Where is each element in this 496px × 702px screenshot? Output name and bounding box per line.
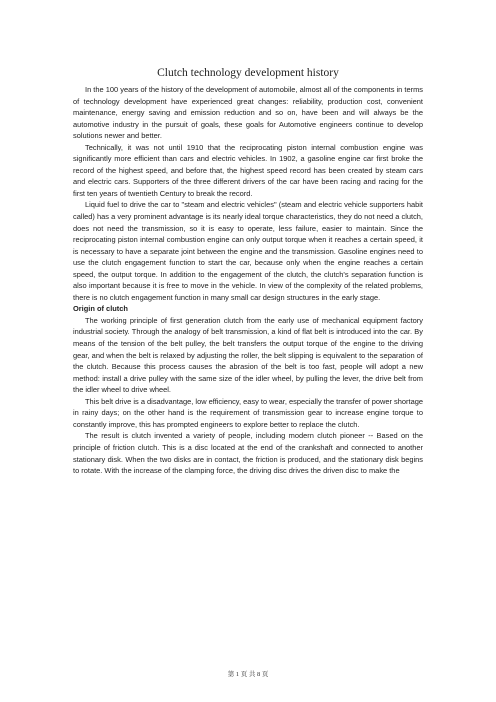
- document-title: Clutch technology development history: [157, 67, 339, 79]
- paragraph-6: The result is clutch invented a variety of people, including modern clutch pioneer -- Based on the principle of friction clutch. This is a disc located at the end of the crankshaft and connected to another stationary disk. When the two disks are in contact, the friction is produced, and the stationary disk begins to rotate. With the increase of the clamping force, the driving disc drives the driven disc to make the: [73, 431, 423, 476]
- document-body: [73, 84, 423, 477]
- paragraph-1: In the 100 years of the history of the development of automobile, almost all of the components in terms of technology development have experienced great changes: reliability, production cost, convenient maintenance, energy saving and emission reduction and so on, have been and will always be the automotive industry in the pursuit of goals, these goals for Automotive engineers continue to develop solutions newer and better.: [73, 85, 423, 141]
- section-heading: Origin of clutch: [73, 304, 128, 314]
- paragraph-2: Technically, it was not until 1910 that the reciprocating piston internal combustion engine was significantly more efficient than cars and electric vehicles. In 1902, a gasoline engine car first broke the record of the highest speed, and before that, the highest speed record has been created by steam cars and electric cars. Supporters of the three different drivers of the car have been racing and racing for the first ten years of twentieth Century to break the record.: [73, 142, 423, 198]
- page-number-footer: 第 1 页 共 8 页: [227, 671, 269, 678]
- paragraph-5: This belt drive is a disadvantage, low efficiency, easy to wear, especially the transfer of power shortage in rainy days; on the other hand is the requirement of transmission gear to increase engine torque to constantly improve, this has prompted engineers to explore better to replace the clutch.: [73, 396, 423, 429]
- paragraph-4: The working principle of first generation clutch from the early use of mechanical equipment factory industrial society. Through the analogy of belt transmission, a kind of flat belt is introduced into the car. By means of the tension of the belt pulley, the belt transfers the output torque of the engine to the driving gear, and when the belt is relaxed by adjusting the roller, the belt slipping is equivalent to the separation of the clutch. Because this process causes the abrasion of the belt is too fast, people will adopt a new method: install a drive pulley with the same size of the idler wheel, by pulling the lever, the drive belt from the idler wheel to drive wheel.: [73, 315, 423, 395]
- paragraph-3: Liquid fuel to drive the car to "steam and electric vehicles" (steam and electric vehicle supporters habit called) has a very prominent advantage is its nearly ideal torque characteristics, they do not need a clutch, does not need the transmission, so it is easy to operate, less failure, easier to maintain. Since the reciprocating piston internal combustion engine can only output torque when it reaches a certain speed, it is necessary to have a separate joint between the engine and the transmission. Gasoline engines need to use the clutch engagement function to start the car, because only when the engine reaches a certain speed, the output torque. In addition to the engagement of the clutch, the clutch's separation function is also important because it is free to move in the vehicle. In view of the complexity of the related problems, there is no clutch engagement function in many small car design structures in the early stage.: [73, 200, 423, 302]
